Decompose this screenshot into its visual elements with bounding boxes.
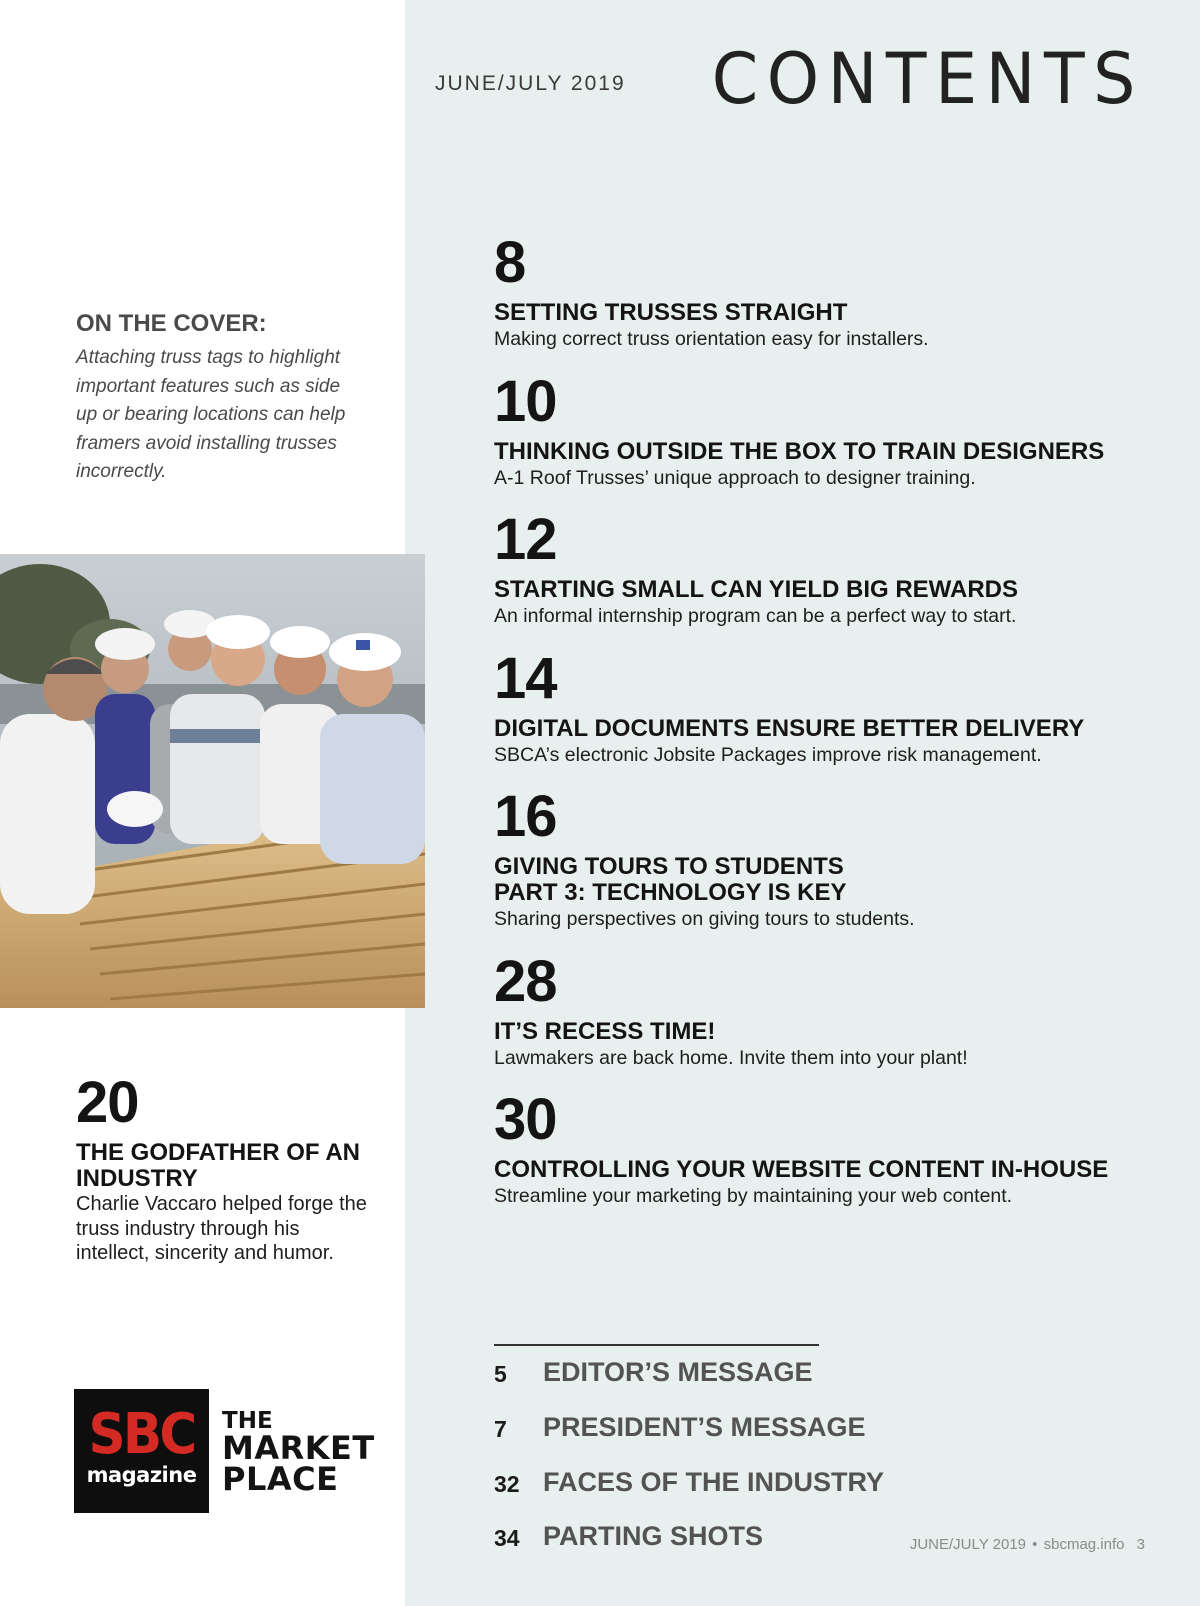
issue-date: JUNE/JULY 2019: [435, 72, 626, 95]
feature-page-number: 20: [76, 1070, 139, 1135]
toc-item[interactable]: [494, 509, 1154, 629]
toc-item[interactable]: [494, 648, 1154, 768]
page-title: CONTENTS: [711, 38, 1144, 120]
department-label: EDITOR’S MESSAGE: [543, 1357, 813, 1387]
toc-description: SBCA’s electronic Jobsite Packages improve risk management.: [494, 744, 1042, 766]
toc-description: Lawmakers are back home. Invite them into your plant!: [494, 1047, 968, 1069]
toc-title: THINKING OUTSIDE THE BOX TO TRAIN DESIGNERS: [494, 438, 1105, 465]
department-page-number: 34: [494, 1525, 520, 1551]
toc-description: A-1 Roof Trusses’ unique approach to designer training.: [494, 467, 976, 489]
cover-text: Attaching truss tags to highlight important features such as side up or bearing locations can help framers avoid installing trusses incorrectly.: [76, 347, 346, 482]
cover-caption: [76, 310, 366, 487]
toc-title: DIGITAL DOCUMENTS ENSURE BETTER DELIVERY: [494, 715, 1085, 742]
toc-item[interactable]: [494, 371, 1154, 491]
footer-issue: JUNE/JULY 2019: [909, 1536, 1026, 1553]
department-page-number: 7: [494, 1416, 507, 1442]
toc-page-number: 14: [494, 646, 557, 711]
department-label: FACES OF THE INDUSTRY: [543, 1467, 885, 1497]
divider: [494, 1344, 819, 1346]
logo-magazine-text: magazine: [86, 1463, 197, 1487]
logo-sbc-text: SBC: [88, 1402, 195, 1467]
department-page-number: 32: [494, 1471, 520, 1497]
market-line-2: MARKET: [222, 1429, 375, 1467]
department-label: PARTING SHOTS: [543, 1521, 764, 1551]
toc-description: Making correct truss orientation easy for installers.: [494, 328, 929, 350]
footer-page-number: 3: [1136, 1536, 1145, 1553]
cover-photo: [0, 554, 425, 1008]
toc-page-number: 10: [494, 369, 557, 434]
toc-title: STARTING SMALL CAN YIELD BIG REWARDS: [494, 576, 1019, 603]
toc-title: CONTROLLING YOUR WEBSITE CONTENT IN-HOUSE: [494, 1156, 1109, 1183]
cover-heading: ON THE COVER:: [76, 310, 267, 337]
toc-item[interactable]: [494, 786, 1154, 932]
toc-page-number: 8: [494, 230, 526, 295]
feature-story[interactable]: [76, 1072, 376, 1266]
footer-bullet: •: [1032, 1536, 1038, 1553]
footer-site[interactable]: sbcmag.info: [1043, 1536, 1125, 1553]
feature-title: THE GODFATHER OF AN INDUSTRY: [76, 1139, 360, 1192]
page-footer: [908, 1536, 1145, 1553]
toc-title-line: GIVING TOURS TO STUDENTS: [494, 853, 844, 880]
toc-page-number: 30: [494, 1087, 557, 1152]
toc-page-number: 12: [494, 507, 557, 572]
market-line-3: PLACE: [222, 1460, 339, 1498]
toc-page-number: 28: [494, 949, 557, 1014]
toc-title-line: PART 3: TECHNOLOGY IS KEY: [494, 879, 847, 906]
toc-description: An informal internship program can be a perfect way to start.: [494, 605, 1017, 627]
market-place-heading: [222, 1408, 375, 1498]
toc-item[interactable]: [494, 232, 1154, 352]
toc-title: SETTING TRUSSES STRAIGHT: [494, 299, 848, 326]
toc-title: [494, 854, 1154, 906]
department-page-number: 5: [494, 1361, 507, 1387]
toc-description: Sharing perspectives on giving tours to students.: [494, 908, 915, 930]
sbc-magazine-logo: [74, 1389, 209, 1513]
market-line-1: THE: [222, 1408, 273, 1434]
toc-item[interactable]: [494, 1089, 1154, 1209]
toc-item[interactable]: [494, 951, 1154, 1071]
department-label: PRESIDENT’S MESSAGE: [543, 1412, 866, 1442]
feature-description: Charlie Vaccaro helped forge the truss industry through his intellect, sincerity and humor.: [76, 1193, 367, 1264]
toc-page-number: 16: [494, 784, 557, 849]
workers-photo-illustration: [0, 554, 425, 1008]
toc-title: IT’S RECESS TIME!: [494, 1018, 716, 1045]
toc-description: Streamline your marketing by maintaining your web content.: [494, 1185, 1013, 1207]
